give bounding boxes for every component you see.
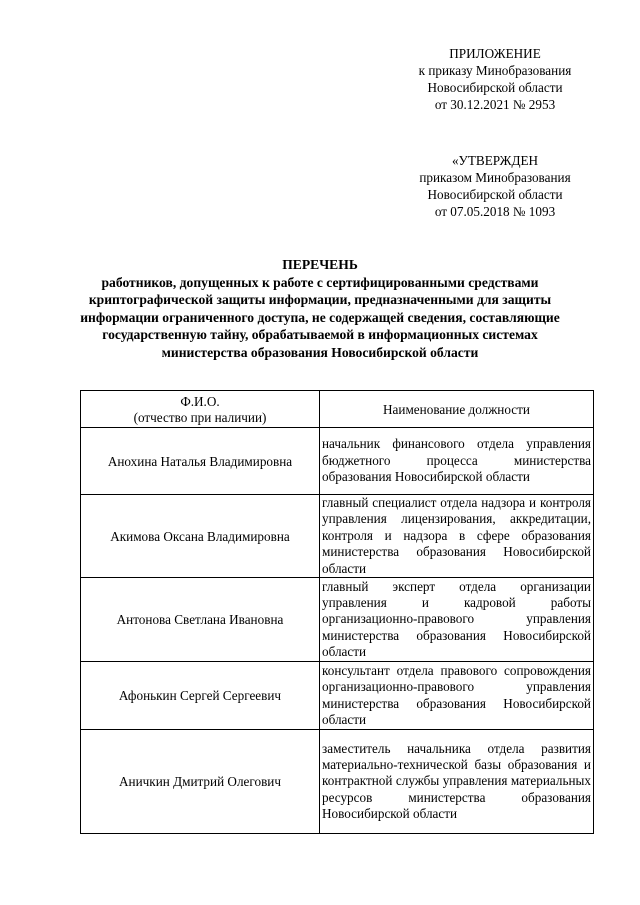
employee-name: Анохина Наталья Владимировна (81, 428, 320, 495)
approved-order-ref: приказом Минобразования (419, 170, 571, 185)
heading-line: министерства образования Новосибирской области (161, 344, 479, 360)
appendix-region: Новосибирской области (427, 80, 563, 95)
approved-date-number: от 07.05.2018 № 1093 (434, 204, 556, 219)
table-row (81, 578, 594, 662)
heading-line: криптографической защиты информации, предназначенными для защиты (88, 292, 552, 307)
employee-name: Акимова Оксана Владимировна (81, 495, 320, 578)
column-header-position: Наименование должности (320, 391, 594, 428)
employee-position: заместитель начальника отдела развития материально-технической базы образования и контрактной службы управления материальных ресурсов министерства образования Новосибирской области (320, 730, 594, 834)
approved-block (400, 152, 590, 220)
employee-name: Антонова Светлана Ивановна (81, 578, 320, 662)
column-header-name-label: Ф.И.О. (180, 394, 220, 409)
document-heading (60, 256, 580, 361)
appendix-title: ПРИЛОЖЕНИЕ (449, 46, 541, 61)
appendix-date-number: от 30.12.2021 № 2953 (434, 97, 556, 112)
employee-position: начальник финансового отдела управления бюджетного процесса министерства образования Новосибирской области (320, 428, 594, 495)
employee-position: главный специалист отдела надзора и контроля управления лицензирования, аккредитации, контроля и надзора в сфере образования министерства образования Новосибирской области (320, 495, 594, 578)
employee-name: Афонькин Сергей Сергеевич (81, 662, 320, 730)
table-row (81, 428, 594, 495)
employee-position: главный эксперт отдела организации управления и кадровой работы организационно-правового управления министерства образования Новосибирской области (320, 578, 594, 662)
employee-position: консультант отдела правового сопровождения организационно-правового управления министерства образования Новосибирской области (320, 662, 594, 730)
table-row (81, 662, 594, 730)
heading-line: информации ограниченного доступа, не содержащей сведения, составляющие (80, 309, 560, 325)
employee-name: Аничкин Дмитрий Олегович (81, 730, 320, 834)
approved-title: «УТВЕРЖДЕН (451, 153, 539, 168)
approved-region: Новосибирской области (427, 187, 563, 202)
appendix-order-ref: к приказу Минобразования (418, 63, 572, 78)
column-header-name (81, 391, 320, 428)
table-row (81, 495, 594, 578)
column-header-name-note: (отчество при наличии) (133, 410, 267, 425)
staff-table (80, 390, 594, 834)
heading-line: работников, допущенных к работе с сертифицированными средствами (101, 274, 539, 290)
table-row (81, 730, 594, 834)
appendix-block (400, 45, 590, 113)
heading-line: государственную тайну, обрабатываемой в информационных системах (102, 327, 538, 342)
table-header-row (81, 391, 594, 428)
heading-title: ПЕРЕЧЕНЬ (282, 257, 358, 272)
